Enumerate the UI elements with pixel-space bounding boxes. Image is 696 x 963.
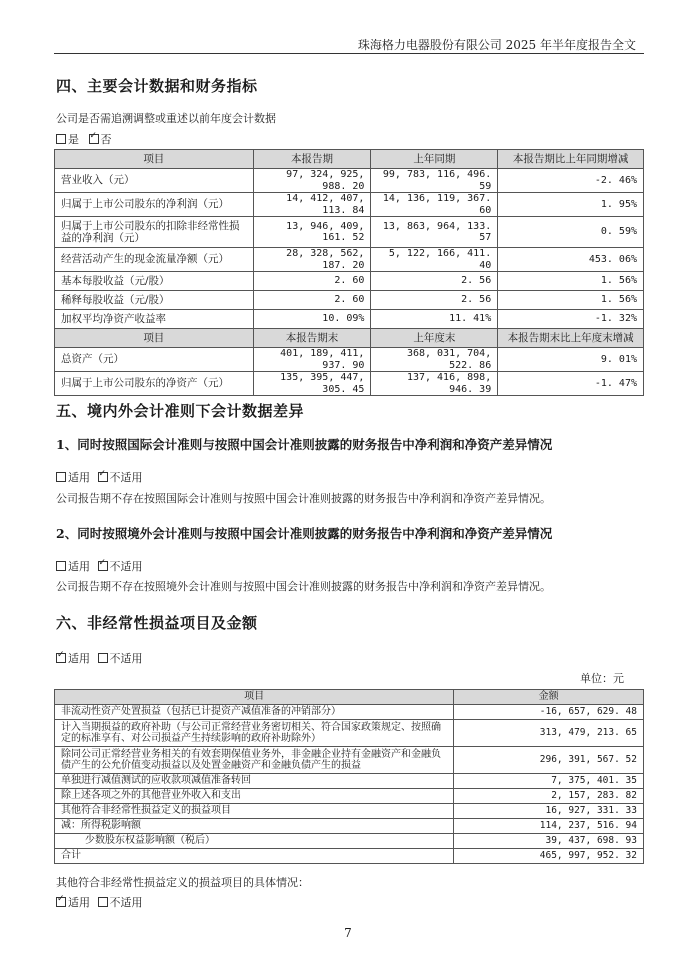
header-cell: 项目 <box>55 329 254 348</box>
value-cell: 28, 328, 562, 187. 20 <box>253 248 371 272</box>
option-not-apply: 不适用 <box>109 896 143 909</box>
table-row <box>55 789 644 804</box>
section-6-title: 六、非经常性损益项目及金额 <box>56 614 258 632</box>
checkbox-empty-icon <box>56 134 66 144</box>
option-apply: 适用 <box>68 471 90 484</box>
unit-label: 单位：元 <box>580 672 624 685</box>
row-label: 非流动性资产处置损益（包括已计提资产减值准备的冲销部分） <box>55 705 454 720</box>
value-cell: 368, 031, 704, 522. 86 <box>371 348 498 372</box>
row-label: 基本每股收益（元/股） <box>55 272 254 291</box>
table-row <box>55 705 644 720</box>
table-row <box>55 291 644 310</box>
value-cell: 9. 01% <box>498 348 644 372</box>
value-cell: 401, 189, 411, 937. 90 <box>253 348 371 372</box>
row-label: 加权平均净资产收益率 <box>55 310 254 329</box>
checkbox-checked-icon <box>56 897 66 907</box>
header-cell: 金额 <box>454 690 644 705</box>
table-row <box>55 804 644 819</box>
value-cell: 99, 783, 116, 496. 59 <box>371 169 498 193</box>
table-row <box>55 248 644 272</box>
option-not-apply: 不适用 <box>109 471 143 484</box>
header-cell: 上年度末 <box>371 329 498 348</box>
row-label: 合计 <box>55 849 454 864</box>
table-row <box>55 849 644 864</box>
value-cell: 13, 946, 409, 161. 52 <box>253 217 371 248</box>
table-row <box>55 774 644 789</box>
option-apply: 适用 <box>68 560 90 573</box>
table-header-row <box>55 690 644 705</box>
value-cell: 13, 863, 964, 133. 57 <box>371 217 498 248</box>
header-rule <box>54 53 644 54</box>
row-label: 归属于上市公司股东的扣除非经常性损益的净利润（元） <box>55 217 254 248</box>
value-cell: -1. 47% <box>498 372 644 396</box>
restate-question: 公司是否需追溯调整或重述以前年度会计数据 <box>56 112 276 125</box>
table-row <box>55 348 644 372</box>
header-cell: 本报告期 <box>253 150 371 169</box>
checkbox-checked-icon <box>56 653 66 663</box>
row-label: 其他符合非经常性损益定义的损益项目 <box>55 804 454 819</box>
table-header-row <box>55 329 644 348</box>
row-label: 归属于上市公司股东的净资产（元） <box>55 372 254 396</box>
row-label: 减：所得税影响额 <box>55 819 454 834</box>
table-row <box>55 272 644 291</box>
s6-options <box>56 650 143 666</box>
row-label: 营业收入（元） <box>55 169 254 193</box>
value-cell: 137, 416, 898, 946. 39 <box>371 372 498 396</box>
value-cell: 5, 122, 166, 411. 40 <box>371 248 498 272</box>
value-cell: 2. 60 <box>253 272 371 291</box>
value-cell: -2. 46% <box>498 169 644 193</box>
value-cell: 465, 997, 952. 32 <box>454 849 644 864</box>
row-label: 归属于上市公司股东的净利润（元） <box>55 193 254 217</box>
sub1-options <box>56 469 143 485</box>
header-cell: 上年同期 <box>371 150 498 169</box>
row-label: 计入当期损益的政府补助（与公司正常经营业务密切相关、符合国家政策规定、按照确定的标准享有、对公司损益产生持续影响的政府补助除外） <box>55 720 454 747</box>
value-cell: 14, 136, 119, 367. 60 <box>371 193 498 217</box>
checkbox-empty-icon <box>56 561 66 571</box>
option-apply: 适用 <box>68 652 90 665</box>
section-5-sub2: 2、同时按照境外会计准则与按照中国会计准则披露的财务报告中净利润和净资产差异情况 <box>56 526 553 541</box>
section-5-sub1: 1、同时按照国际会计准则与按照中国会计准则披露的财务报告中净利润和净资产差异情况 <box>56 437 553 452</box>
value-cell: 14, 412, 407, 113. 84 <box>253 193 371 217</box>
restate-options <box>56 131 112 147</box>
table-row <box>55 169 644 193</box>
value-cell: 39, 437, 698. 93 <box>454 834 644 849</box>
value-cell: 453. 06% <box>498 248 644 272</box>
page-number: 7 <box>344 926 352 940</box>
row-label: 除上述各项之外的其他营业外收入和支出 <box>55 789 454 804</box>
header-cell: 本报告期末 <box>253 329 371 348</box>
value-cell: 97, 324, 925, 988. 20 <box>253 169 371 193</box>
option-apply: 适用 <box>68 896 90 909</box>
value-cell: 114, 237, 516. 94 <box>454 819 644 834</box>
checkbox-checked-icon <box>98 561 108 571</box>
table-row <box>55 747 644 774</box>
header-cell: 项目 <box>55 690 454 705</box>
row-label: 经营活动产生的现金流量净额（元） <box>55 248 254 272</box>
option-not-apply: 不适用 <box>109 652 143 665</box>
value-cell: 0. 59% <box>498 217 644 248</box>
table-row <box>55 834 644 849</box>
value-cell: 2, 157, 283. 82 <box>454 789 644 804</box>
option-not-apply: 不适用 <box>109 560 143 573</box>
header-cell: 项目 <box>55 150 254 169</box>
table-header-row <box>55 150 644 169</box>
checkbox-empty-icon <box>56 472 66 482</box>
value-cell: 2. 56 <box>371 272 498 291</box>
checkbox-checked-icon <box>89 134 99 144</box>
value-cell: 1. 56% <box>498 291 644 310</box>
header-cell: 本报告期比上年同期增减 <box>498 150 644 169</box>
value-cell: 16, 927, 331. 33 <box>454 804 644 819</box>
checkbox-checked-icon <box>98 472 108 482</box>
sub2-statement: 公司报告期不存在按照境外会计准则与按照中国会计准则披露的财务报告中净利润和净资产差异情况。 <box>56 580 551 593</box>
option-yes: 是 <box>68 133 79 146</box>
other-items-note: 其他符合非经常性损益定义的损益项目的具体情况： <box>56 876 309 889</box>
value-cell: 1. 56% <box>498 272 644 291</box>
value-cell: -16, 657, 629. 48 <box>454 705 644 720</box>
table-row <box>55 372 644 396</box>
value-cell: 11. 41% <box>371 310 498 329</box>
section-5-title: 五、境内外会计准则下会计数据差异 <box>56 402 305 420</box>
value-cell: -1. 32% <box>498 310 644 329</box>
row-label: 单独进行减值测试的应收款项减值准备转回 <box>55 774 454 789</box>
value-cell: 1. 95% <box>498 193 644 217</box>
row-label: 总资产（元） <box>55 348 254 372</box>
value-cell: 2. 60 <box>253 291 371 310</box>
value-cell: 7, 375, 401. 35 <box>454 774 644 789</box>
value-cell: 296, 391, 567. 52 <box>454 747 644 774</box>
document-header: 珠海格力电器股份有限公司 2025 年半年度报告全文 <box>357 38 636 52</box>
value-cell: 135, 395, 447, 305. 45 <box>253 372 371 396</box>
non-recurring-table <box>54 689 644 864</box>
checkbox-empty-icon <box>98 653 108 663</box>
footer-options <box>56 894 143 910</box>
checkbox-empty-icon <box>98 897 108 907</box>
section-4-title: 四、主要会计数据和财务指标 <box>56 77 258 95</box>
sub2-options <box>56 558 143 574</box>
option-no: 否 <box>100 133 112 146</box>
table-row <box>55 310 644 329</box>
table-row <box>55 193 644 217</box>
sub1-statement: 公司报告期不存在按照国际会计准则与按照中国会计准则披露的财务报告中净利润和净资产差异情况。 <box>56 492 551 505</box>
table-row <box>55 819 644 834</box>
key-financial-table <box>54 149 644 396</box>
value-cell: 10. 09% <box>253 310 371 329</box>
row-label: 少数股东权益影响额（税后） <box>55 834 454 849</box>
value-cell: 2. 56 <box>371 291 498 310</box>
table-row <box>55 720 644 747</box>
row-label: 稀释每股收益（元/股） <box>55 291 254 310</box>
value-cell: 313, 479, 213. 65 <box>454 720 644 747</box>
header-cell: 本报告期末比上年度末增减 <box>498 329 644 348</box>
table-row <box>55 217 644 248</box>
row-label: 除同公司正常经营业务相关的有效套期保值业务外，非金融企业持有金融资产和金融负债产生的公允价值变动损益以及处置金融资产和金融负债产生的损益 <box>55 747 454 774</box>
